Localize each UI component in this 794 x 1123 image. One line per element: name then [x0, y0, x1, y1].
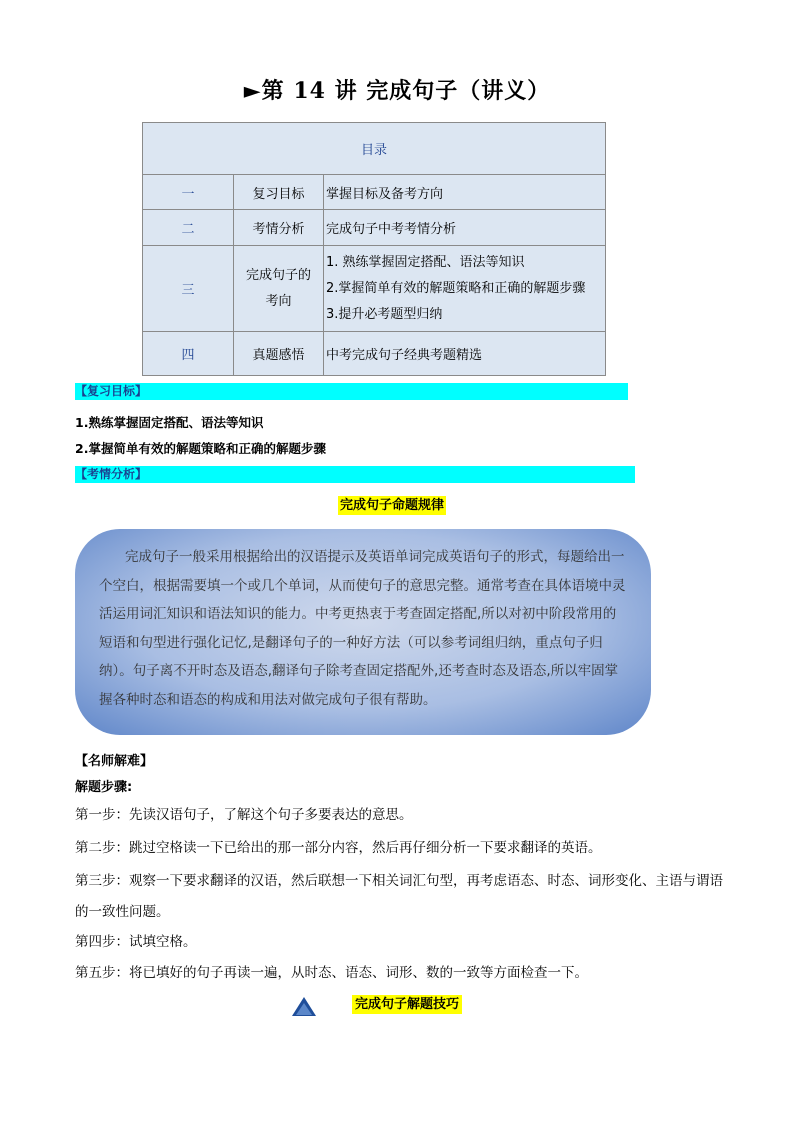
review-goals-bar: 【复习目标】: [75, 383, 628, 400]
step-5: 第五步：将已填好的句子再读一遍，从时态、语态、词形、数的一致等方面检查一下。: [75, 965, 588, 981]
step-3: 第三步：观察一下要求翻译的汉语，然后联想一下相关词汇句型，再考虑语态、时态、词形变化、主语与谓语的一致性问题。: [75, 873, 723, 920]
toc-row-num: 三: [143, 246, 234, 332]
page-title: ►第 14 讲 完成句子（讲义）: [243, 78, 551, 104]
toc-row-desc: 中考完成句子经典考题精选: [324, 332, 606, 376]
toc-row-section: 完成句子的考向: [234, 246, 324, 332]
toc-row-num: 四: [143, 332, 234, 376]
step-1: 第一步：先读汉语句子，了解这个句子多要表达的意思。: [75, 807, 413, 823]
toc-desc-line: 1. 熟练掌握固定搭配、语法等知识: [326, 254, 525, 270]
toc-row-section: 考情分析: [234, 210, 324, 246]
toc-row-num: 一: [143, 175, 234, 210]
toc-header: 目录: [143, 123, 606, 175]
tips-title: 完成句子解题技巧: [352, 995, 462, 1014]
step-4: 第四步：试填空格。: [75, 934, 197, 950]
review-goal-1: 1.熟练掌握固定搭配、语法等知识: [75, 415, 264, 430]
triangle-icon-inner: [296, 1003, 312, 1015]
review-goal-2: 2.掌握简单有效的解题策略和正确的解题步骤: [75, 441, 326, 456]
toc-row-section: 复习目标: [234, 175, 324, 210]
table-of-contents: [142, 122, 606, 376]
teacher-label: 【名师解难】: [75, 754, 154, 769]
steps-title: 解题步骤:: [75, 780, 133, 795]
toc-row-desc: 掌握目标及备考方向: [324, 175, 606, 210]
toc-row-section: 真题感悟: [234, 332, 324, 376]
toc-row-desc-list: [324, 246, 606, 332]
rule-title: 完成句子命题规律: [340, 498, 445, 513]
toc-row-desc: 完成句子中考考情分析: [324, 210, 606, 246]
toc-desc-line: 2.掌握简单有效的解题策略和正确的解题步骤: [326, 280, 586, 296]
rule-panel: 完成句子一般采用根据给出的汉语提示及英语单词完成英语句子的形式，每题给出一个空白，根据需要填一个或几个单词，从而使句子的意思完整。通常考查在具体语境中灵活运用词汇知识和语法知识的能力。中考更热衷于考查固定搭配,所以对初中阶段常用的短语和句型进行强化记忆,是翻译句子的一种好方法（可以参考词组归纳，重点句子归纳）。句子离不开时态及语态,翻译句子除考查固定搭配外,还考查时态及语态,所以牢固掌握各种时态和语态的构成和用法对做完成句子很有帮助。: [75, 529, 651, 735]
step-2: 第二步：跳过空格读一下已给出的那一部分内容，然后再仔细分析一下要求翻译的英语。: [75, 840, 602, 856]
analysis-bar: 【考情分析】: [75, 466, 635, 483]
toc-desc-line: 3.提升必考题型归纳: [326, 306, 443, 322]
toc-row-num: 二: [143, 210, 234, 246]
